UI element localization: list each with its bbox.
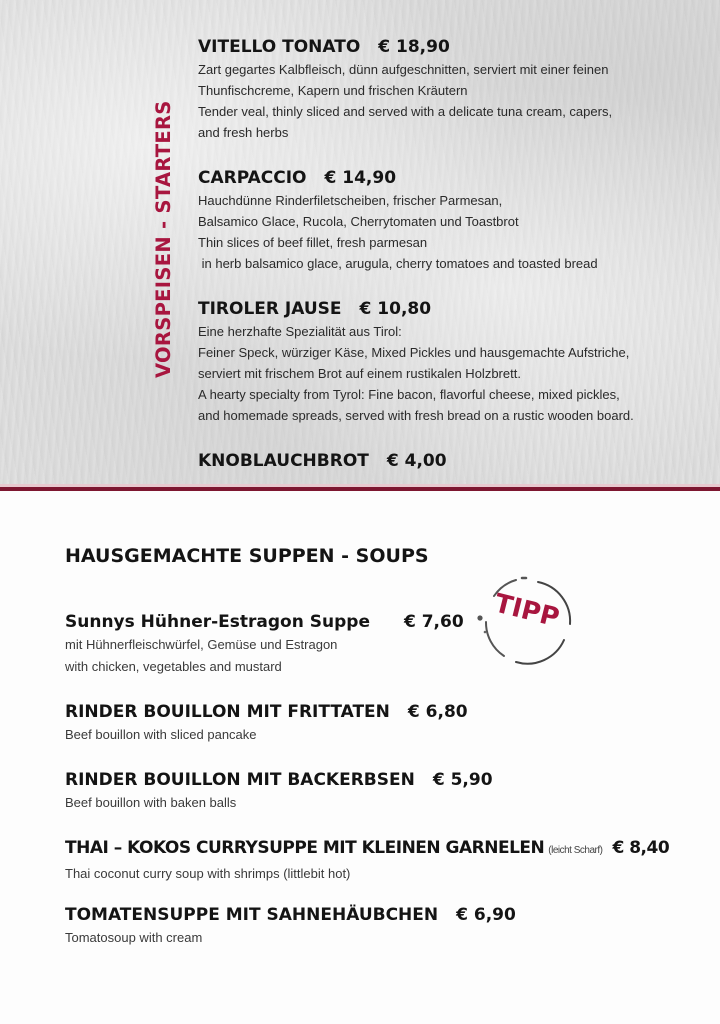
description-line: Feiner Speck, würziger Käse, Mixed Pickles und hausgemachte Aufstriche, xyxy=(198,345,630,360)
item-name: VITELLO TONATO xyxy=(198,37,361,57)
spicy-note: (leicht Scharf) xyxy=(548,845,603,856)
menu-item-knoblauchbrot xyxy=(198,449,447,473)
divider-dark xyxy=(0,487,720,491)
description-line: A hearty specialty from Tyrol: Fine bacon, flavorful cheese, mixed pickles, xyxy=(198,387,620,402)
item-description xyxy=(198,190,598,274)
description-line: serviert mit frischem Brot auf einem rustikalen Holzbrett. xyxy=(198,366,521,381)
item-description xyxy=(65,863,669,885)
menu-item-rinder-bouillon-backerbsen xyxy=(65,768,493,814)
item-price: € 14,90 xyxy=(324,168,397,188)
menu-item-thai-kokos-currysuppe xyxy=(65,836,669,885)
item-description xyxy=(65,634,464,678)
description-line: Tender veal, thinly sliced and served with a delicate tuna cream, capers, xyxy=(198,104,613,119)
item-name: RINDER BOUILLON MIT BACKERBSEN xyxy=(65,770,415,790)
menu-item-vitello-tonato xyxy=(198,35,612,143)
starters-section-title: VORSPEISEN - STARTERS xyxy=(152,100,175,378)
item-price: € 6,90 xyxy=(456,905,516,925)
description-line: Beef bouillon with baken balls xyxy=(65,795,237,810)
starters-section xyxy=(0,0,720,484)
description-line: Beef bouillon with sliced pancake xyxy=(65,727,257,742)
item-description xyxy=(198,321,634,426)
item-name: CARPACCIO xyxy=(198,168,307,188)
menu-item-rinder-bouillon-frittaten xyxy=(65,700,468,746)
description-line: Balsamico Glace, Rucola, Cherrytomaten und Toastbrot xyxy=(198,214,519,229)
menu-item-huehner-estragon-suppe xyxy=(65,610,464,678)
item-description xyxy=(65,792,493,814)
item-price: € 4,00 xyxy=(386,451,447,471)
description-line: Thunfischcreme, Kapern und frischen Kräutern xyxy=(198,83,468,98)
item-price: € 10,80 xyxy=(359,299,432,319)
item-name: TOMATENSUPPE MIT SAHNEHÄUBCHEN xyxy=(65,905,439,925)
tipp-badge xyxy=(476,574,574,666)
description-line: and fresh herbs xyxy=(198,125,289,140)
description-line: and homemade spreads, served with fresh bread on a rustic wooden board. xyxy=(198,408,634,423)
item-price: € 5,90 xyxy=(432,770,493,790)
tipp-label: TIPP xyxy=(491,588,563,634)
item-price: € 8,40 xyxy=(612,838,670,858)
item-name: TIROLER JAUSE xyxy=(198,299,342,319)
item-description xyxy=(198,59,612,143)
item-description xyxy=(65,927,516,949)
item-description xyxy=(65,724,468,746)
item-name: RINDER BOUILLON MIT FRITTATEN xyxy=(65,702,390,722)
description-line: Hauchdünne Rinderfiletscheiben, frischer Parmesan, xyxy=(198,193,503,208)
item-name: Sunnys Hühner-Estragon Suppe xyxy=(65,612,370,632)
item-price: € 6,80 xyxy=(407,702,468,722)
item-price: € 18,90 xyxy=(378,37,450,57)
menu-item-tiroler-jause xyxy=(198,297,634,426)
description-line: mit Hühnerfleischwürfel, Gemüse und Estragon xyxy=(65,637,338,652)
description-line: with chicken, vegetables and mustard xyxy=(65,659,282,674)
description-line: Tomatosoup with cream xyxy=(65,930,203,945)
description-line: Zart gegartes Kalbfleisch, dünn aufgeschnitten, serviert mit einer feinen xyxy=(198,62,609,77)
item-name: KNOBLAUCHBROT xyxy=(198,451,369,471)
description-line: Thin slices of beef fillet, fresh parmesan xyxy=(198,235,428,250)
description-line: in herb balsamico glace, arugula, cherry tomatoes and toasted bread xyxy=(198,256,598,271)
menu-item-carpaccio xyxy=(198,166,598,274)
soups-section-title: HAUSGEMACHTE SUPPEN - SOUPS xyxy=(65,545,429,567)
item-price: € 7,60 xyxy=(403,612,464,632)
item-name: THAI – KOKOS CURRYSUPPE MIT KLEINEN GARNELEN xyxy=(65,838,545,858)
menu-item-tomatensuppe xyxy=(65,903,516,949)
description-line: Eine herzhafte Spezialität aus Tirol: xyxy=(198,324,402,339)
description-line: Thai coconut curry soup with shrimps (littlebit hot) xyxy=(65,866,351,881)
